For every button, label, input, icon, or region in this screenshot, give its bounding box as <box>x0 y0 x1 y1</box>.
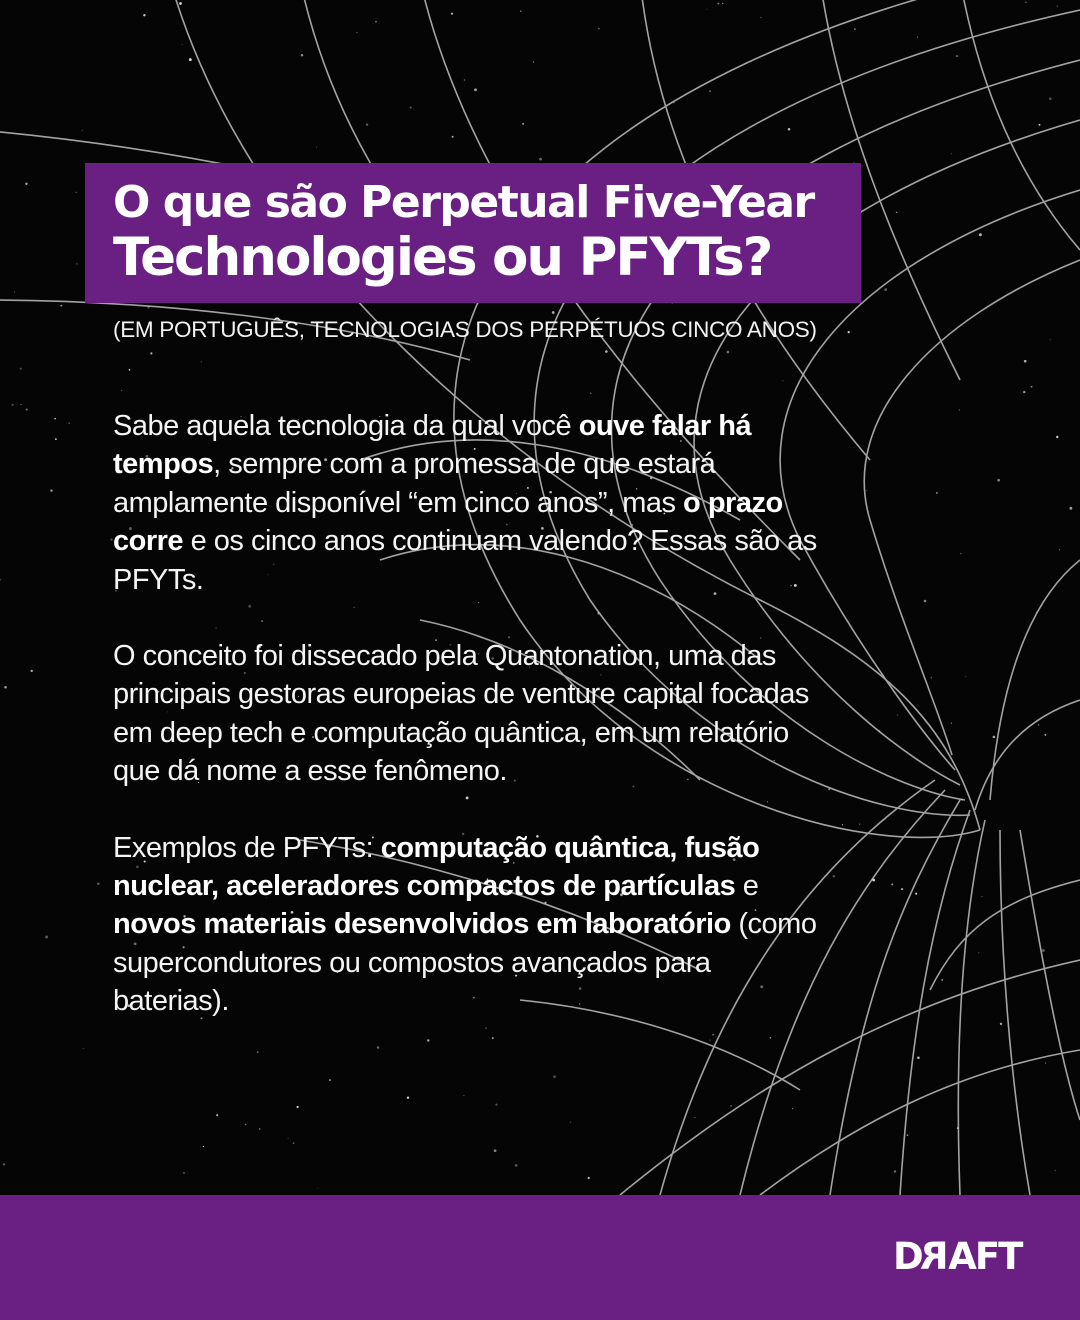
star <box>981 896 982 897</box>
draft-logo <box>893 1236 1021 1278</box>
star <box>1059 549 1060 550</box>
star <box>782 380 783 381</box>
star <box>20 368 22 370</box>
logo-letter: D <box>893 1235 922 1278</box>
star <box>717 3 719 5</box>
star <box>552 311 555 314</box>
star <box>464 79 465 80</box>
star <box>1039 124 1041 126</box>
star <box>76 192 77 193</box>
star <box>288 1138 289 1139</box>
star <box>69 423 70 424</box>
star <box>896 212 898 214</box>
star <box>570 1122 571 1123</box>
page-title-line-1: O que são Perpetual Five-Year <box>113 177 814 228</box>
star <box>375 21 376 22</box>
star <box>722 3 723 4</box>
star <box>842 824 843 825</box>
star <box>83 1048 84 1049</box>
star <box>897 714 898 715</box>
star <box>891 883 893 885</box>
star <box>4 686 7 689</box>
body-text <box>113 407 823 1059</box>
star <box>553 1075 556 1078</box>
star <box>495 1103 497 1105</box>
paragraph-origin <box>113 637 823 791</box>
star <box>474 88 477 91</box>
star <box>960 553 962 555</box>
star <box>150 352 152 354</box>
star <box>1026 899 1027 900</box>
star <box>329 1079 331 1081</box>
star <box>301 54 303 56</box>
star <box>50 489 52 491</box>
star <box>951 153 952 154</box>
star <box>866 490 867 491</box>
bold-span: ouve falar há tempos <box>113 410 752 481</box>
star <box>316 147 317 148</box>
star <box>915 893 917 895</box>
star <box>451 13 453 15</box>
star <box>1055 1170 1056 1171</box>
star <box>901 888 903 890</box>
star <box>82 130 83 131</box>
star <box>1069 507 1072 510</box>
star <box>907 1134 909 1136</box>
star <box>956 55 958 57</box>
star <box>1045 1063 1046 1064</box>
star <box>788 128 791 131</box>
star <box>31 670 33 672</box>
text-span: e <box>735 870 759 903</box>
star <box>598 28 600 30</box>
star <box>1042 949 1045 952</box>
paragraph-examples <box>113 829 823 1021</box>
star <box>3 1163 5 1165</box>
star <box>941 979 943 981</box>
text-span: , sempre com a promessa de que estará amplamente disponível “em cinco anos”, mas <box>113 448 716 519</box>
title-box <box>85 163 861 303</box>
star <box>917 1057 920 1060</box>
star <box>1038 724 1040 726</box>
star <box>1024 360 1027 363</box>
star <box>951 723 952 724</box>
star <box>189 58 192 61</box>
star <box>366 124 368 126</box>
star <box>979 233 982 236</box>
star <box>848 331 850 333</box>
page-subtitle: (EM PORTUGUÊS, TECNOLOGIAS DOS PERPÉTUOS CINCO ANOS) <box>113 317 817 342</box>
page-title-line-2: Technologies ou PFYTs? <box>113 227 772 288</box>
star <box>201 361 202 362</box>
star <box>792 1108 793 1109</box>
star <box>884 288 887 291</box>
star <box>1049 97 1052 100</box>
paragraph-definition <box>113 407 823 599</box>
star <box>833 875 835 877</box>
star <box>21 404 22 405</box>
star <box>917 37 918 38</box>
star <box>894 1170 896 1172</box>
star <box>1052 211 1053 212</box>
star <box>297 1106 299 1108</box>
star <box>936 492 938 494</box>
star <box>143 14 145 16</box>
bold-span: o prazo corre <box>113 486 783 558</box>
star <box>854 28 856 30</box>
star <box>494 1149 497 1152</box>
star <box>318 1188 319 1189</box>
star <box>706 9 707 10</box>
star <box>1056 436 1058 438</box>
star <box>45 936 48 939</box>
star <box>959 409 960 410</box>
star <box>410 107 412 109</box>
star <box>179 2 182 5</box>
text-span: O conceito foi dissecado pela Quantonation, uma das principais gestoras europeias de venture capital focadas em deep tech e computação quântica, em um relatório que dá nome a esse fenômeno. <box>113 640 809 788</box>
star <box>259 1128 260 1129</box>
star <box>590 393 591 394</box>
star <box>730 1105 731 1106</box>
star <box>407 1096 409 1098</box>
text-span: Sabe aquela tecnologia da qual você <box>113 410 579 442</box>
star <box>203 1146 204 1147</box>
star <box>924 600 927 603</box>
star <box>520 11 521 12</box>
star <box>11 404 13 406</box>
star <box>588 1177 590 1179</box>
star <box>522 123 524 125</box>
star <box>357 32 358 33</box>
star <box>54 418 56 420</box>
star <box>1031 386 1033 388</box>
star <box>55 438 57 440</box>
star <box>709 90 711 92</box>
star <box>533 61 534 62</box>
star <box>0 579 1 581</box>
star <box>515 1164 518 1167</box>
star <box>1023 391 1025 393</box>
star <box>859 824 860 825</box>
star <box>1025 1 1027 3</box>
logo-reversed-letter: R <box>921 1235 949 1278</box>
star <box>965 676 966 677</box>
star <box>97 883 99 885</box>
star <box>14 291 15 292</box>
star <box>1044 734 1046 736</box>
star <box>1057 6 1058 7</box>
star <box>727 351 730 354</box>
star <box>978 952 979 953</box>
star <box>183 1172 185 1174</box>
star <box>76 263 77 264</box>
star <box>129 369 131 371</box>
star <box>931 677 932 678</box>
star <box>60 305 62 307</box>
star <box>993 736 996 739</box>
text-span: (como supercondutores ou compostos avançados para baterias). <box>113 908 817 1018</box>
star <box>121 390 122 391</box>
star <box>182 44 183 45</box>
star <box>539 158 542 161</box>
star <box>1000 1023 1002 1025</box>
star <box>26 408 28 410</box>
star <box>463 1095 464 1096</box>
star <box>694 1117 695 1118</box>
star <box>245 1124 247 1126</box>
star <box>293 1142 295 1144</box>
star <box>997 479 1000 482</box>
star <box>216 1114 218 1116</box>
star <box>760 17 761 18</box>
bold-span: novos materiais desenvolvidos em laboratório <box>113 908 731 941</box>
logo-letters: AFT <box>948 1235 1022 1278</box>
star <box>605 350 608 353</box>
bold-span: computação quântica, fusão nuclear, aceleradores compactos de partículas <box>113 831 760 903</box>
text-span: Exemplos de PFYTs: <box>113 831 381 864</box>
text-span: e os cinco anos continuam valendo? Essas são as PFYTs. <box>113 525 817 596</box>
star <box>25 183 27 185</box>
star <box>1050 339 1051 340</box>
star <box>452 136 454 138</box>
